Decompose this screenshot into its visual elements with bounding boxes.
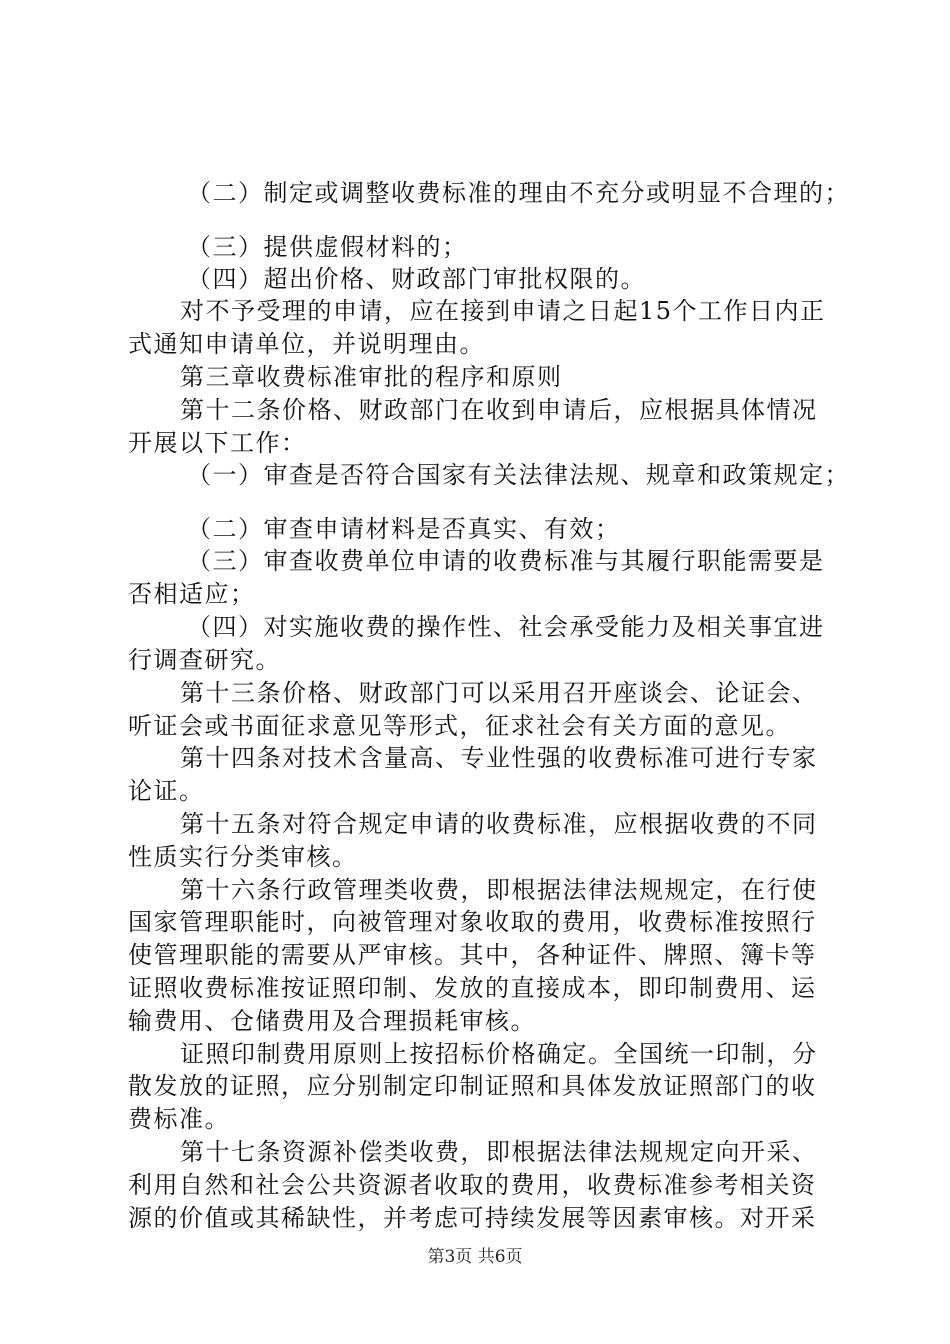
text-line: 源的价值或其稀缺性，并考虑可持续发展等因素审核。对开采 — [128, 1204, 817, 1232]
text-line: （四）超出价格、财政部门审批权限的。 — [187, 265, 646, 293]
page-footer: 第3页 共6页 — [427, 1247, 523, 1267]
text-line: （二）制定或调整收费标准的理由不充分或明显不合理的； — [187, 179, 850, 207]
text-line: 行调查研究。 — [128, 646, 281, 674]
text-line: 性质实行分类审核。 — [128, 843, 358, 871]
text-line: 输费用、仓储费用及合理损耗审核。 — [128, 1007, 536, 1035]
text-line: （一）审查是否符合国家有关法律法规、规章和政策规定； — [187, 461, 850, 489]
text-line: （二）审查申请材料是否真实、有效； — [187, 515, 621, 543]
chapter-heading: 第三章收费标准审批的程序和原则 — [180, 363, 563, 391]
text-line: 使管理职能的需要从严审核。其中，各种证件、牌照、簿卡等 — [128, 941, 817, 969]
text-line: 对不予受理的申请，应在接到申请之日起15个工作日内正 — [180, 297, 826, 325]
text-line: 第十四条对技术含量高、专业性强的收费标准可进行专家 — [180, 744, 818, 772]
text-line: 否相适应； — [128, 580, 256, 608]
text-line: 第十七条资源补偿类收费，即根据法律法规规定向开采、 — [180, 1138, 818, 1166]
text-line: （三）提供虚假材料的； — [187, 233, 468, 261]
text-line: （三）审查收费单位申请的收费标准与其履行职能需要是 — [187, 547, 825, 575]
text-line: 第十三条价格、财政部门可以采用召开座谈会、论证会、 — [180, 679, 818, 707]
text-line: 费标准。 — [128, 1105, 230, 1133]
text-line: 第十六条行政管理类收费，即根据法律法规规定，在行使 — [180, 876, 818, 904]
text-line: 论证。 — [128, 777, 205, 805]
text-line: 听证会或书面征求意见等形式，征求社会有关方面的意见。 — [128, 712, 791, 740]
text-line: 第十五条对符合规定申请的收费标准，应根据收费的不同 — [180, 810, 818, 838]
text-line: 证照印制费用原则上按招标价格确定。全国统一印制，分 — [180, 1040, 818, 1068]
text-line: 第十二条价格、财政部门在收到申请后，应根据具体情况 — [180, 396, 818, 424]
text-line: 证照收费标准按证照印制、发放的直接成本，即印制费用、运 — [128, 974, 817, 1002]
text-line: 国家管理职能时，向被管理对象收取的费用，收费标准按照行 — [128, 908, 817, 936]
text-line: 利用自然和社会公共资源者收取的费用，收费标准参考相关资 — [128, 1171, 817, 1199]
text-line: 式通知申请单位，并说明理由。 — [128, 330, 485, 358]
text-line: （四）对实施收费的操作性、社会承受能力及相关事宜进 — [187, 613, 825, 641]
text-line: 开展以下工作： — [128, 429, 307, 457]
text-line: 散发放的证照，应分别制定印制证照和具体发放证照部门的收 — [128, 1072, 817, 1100]
